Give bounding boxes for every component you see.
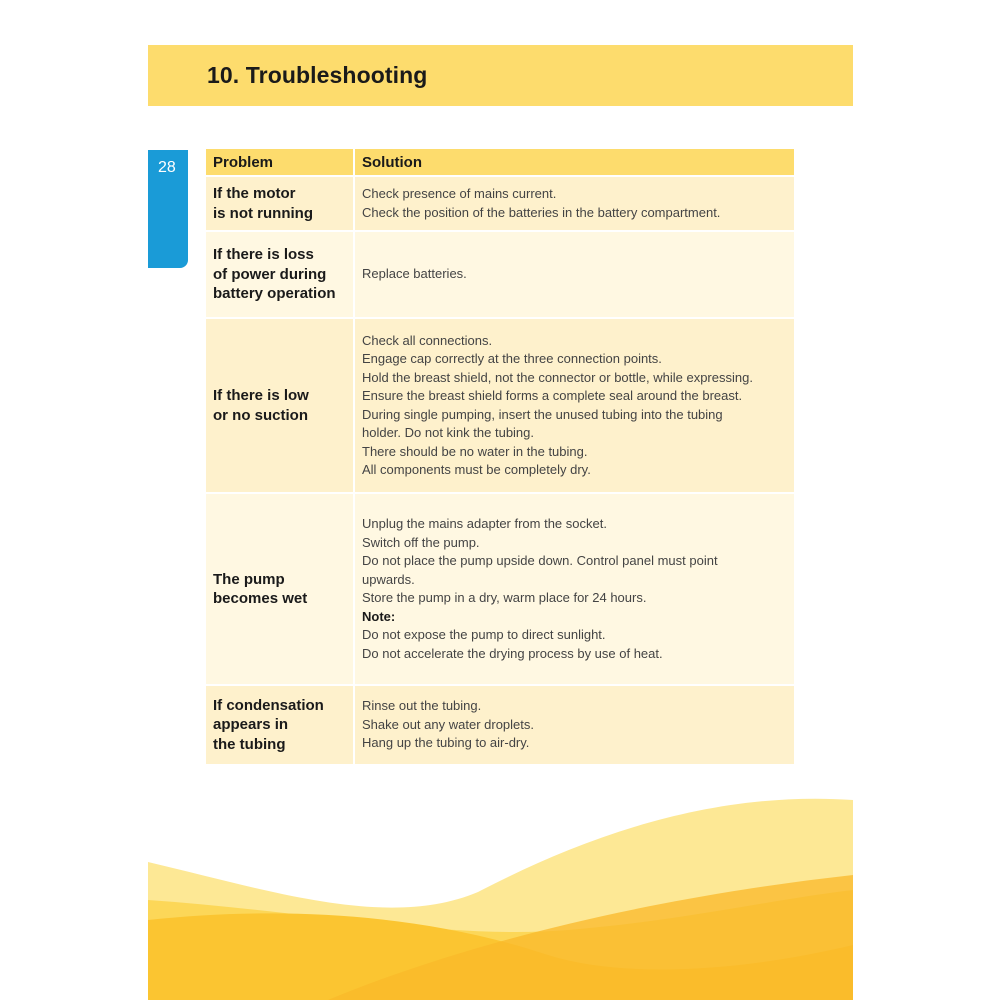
problem-text: battery operation [213,285,336,303]
solution-cell [354,685,794,764]
solution-cell [354,231,794,318]
solution-text: Rinse out the tubing. [362,698,482,714]
solution-text: Hold the breast shield, not the connector or bottle, while expressing. [362,369,753,385]
problem-text: the tubing [213,735,286,753]
problem-cell [206,231,354,318]
solution-text: Check presence of mains current. [362,186,557,201]
table-row [206,231,794,318]
troubleshooting-table [206,149,794,764]
note-text: Do not accelerate the drying process by use of heat. [362,645,663,661]
problem-cell [206,176,354,231]
problem-cell [206,493,354,685]
solution-text: There should be no water in the tubing. [362,443,588,459]
solution-cell [354,493,794,685]
solution-text: All components must be completely dry. [362,462,591,477]
solution-text: Engage cap correctly at the three connection points. [362,351,662,366]
solution-text: Check all connections. [362,332,493,348]
problem-cell [206,685,354,764]
problem-text: The pump [213,570,285,588]
table-row [206,318,794,493]
solution-text: Ensure the breast shield forms a complete seal around the breast. [362,388,743,403]
problem-text: If there is low [213,387,309,404]
problem-text: or no suction [213,406,308,424]
solution-text: Switch off the pump. [362,534,480,550]
table-row [206,685,794,764]
solution-text: upwards. [362,571,415,587]
page-title: 10. Troubleshooting [207,62,428,88]
problem-text: If the motor [213,185,296,202]
solution-cell [354,318,794,493]
header-problem: Problem [206,149,354,176]
page-number-tab [148,150,188,268]
solution-text: Check the position of the batteries in the battery compartment. [362,204,721,220]
solution-text: holder. Do not kink the tubing. [362,425,535,440]
document-page [148,0,853,1000]
problem-text: is not running [213,204,313,222]
header-solution: Solution [354,149,794,176]
problem-text: If there is loss [213,246,314,264]
table-row [206,176,794,231]
problem-text: appears in [213,716,289,734]
problem-text: of power during [213,265,327,283]
title-bar [148,45,853,106]
table-header-row [206,149,794,176]
note-label: Note: [362,608,396,624]
page-number: 28 [158,159,176,176]
note-text: Do not expose the pump to direct sunlight. [362,627,606,642]
problem-text: If condensation [213,696,324,714]
problem-cell [206,318,354,493]
solution-text: Shake out any water droplets. [362,716,534,732]
problem-text: becomes wet [213,590,308,607]
solution-text: During single pumping, insert the unused tubing into the tubing [362,406,723,422]
table-row [206,493,794,685]
solution-text: Replace batteries. [362,266,467,282]
solution-text: Hang up the tubing to air-dry. [362,735,530,751]
solution-text: Unplug the mains adapter from the socket. [362,516,607,531]
solution-cell [354,176,794,231]
solution-text: Do not place the pump upside down. Control panel must point [362,553,718,568]
solution-text: Store the pump in a dry, warm place for 24 hours. [362,590,647,605]
decorative-waves [148,780,853,1000]
